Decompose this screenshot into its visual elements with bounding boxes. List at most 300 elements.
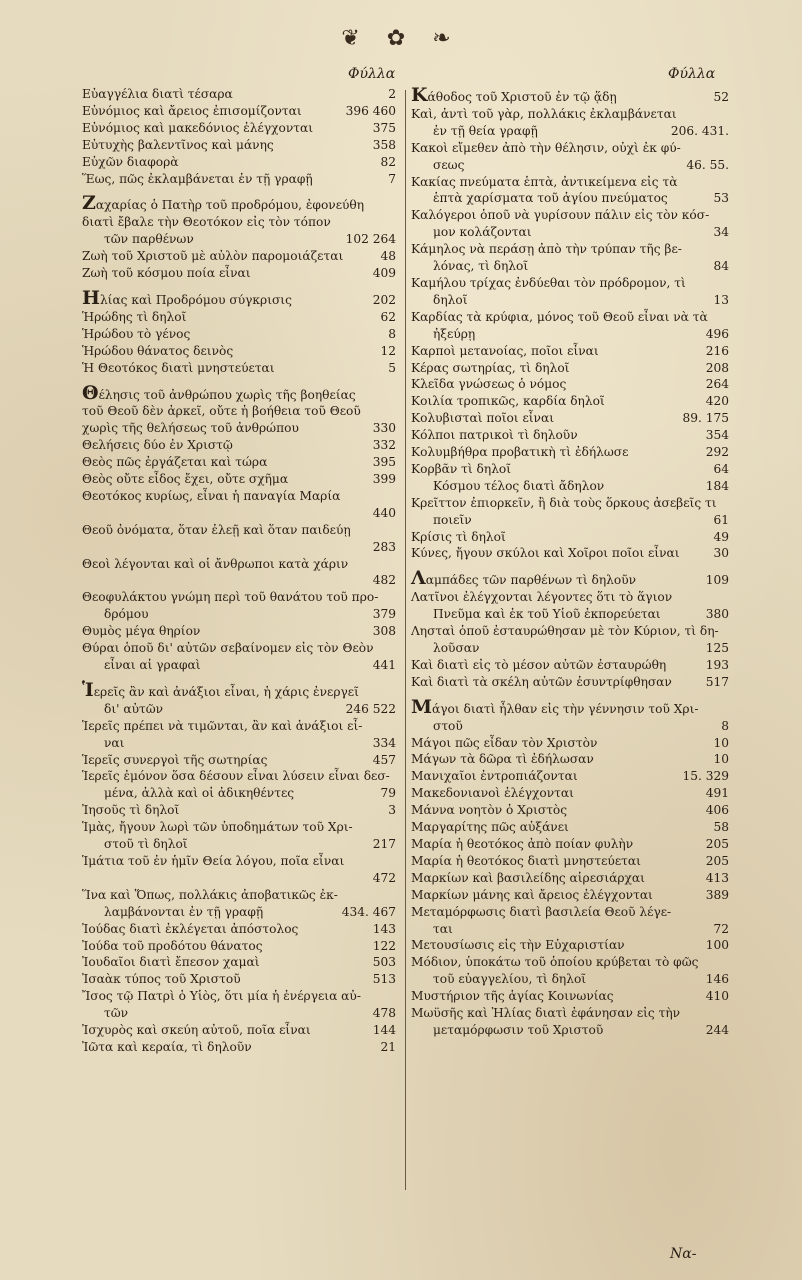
entry-text: Κλεῖδα γνώσεως ὁ νόμος: [411, 377, 567, 392]
entry-page-number: 208: [705, 360, 729, 375]
index-entry: [82, 309, 396, 326]
index-entry: [82, 836, 396, 853]
entry-text: Θεὸς πῶς ἐργάζεται καὶ τώρα: [82, 455, 268, 470]
index-entry: [82, 853, 396, 870]
entry-text: μεταμόρφωσιν τοῦ Χριστοῦ: [433, 1022, 604, 1037]
entry-text: τῶν παρθένων: [104, 232, 194, 247]
index-entry: [82, 802, 396, 819]
index-entry: [82, 657, 396, 674]
index-entry: [82, 904, 396, 921]
entry-page-number: 410: [705, 989, 729, 1004]
index-entry: [411, 360, 729, 377]
entry-page-number: 61: [713, 512, 729, 527]
entry-page-number: 457: [372, 752, 396, 767]
index-entry: [411, 224, 729, 241]
entry-text: Μακεδονιανοὶ ἐλέγχονται: [411, 786, 574, 801]
entry-page-number: 358: [372, 137, 396, 152]
entry-page-number: 34: [713, 225, 729, 240]
index-entry: [411, 887, 729, 904]
index-entry: [82, 752, 396, 769]
entry-text: Κέρας σωτηρίας, τὶ δηλοῖ: [411, 360, 570, 375]
index-entry: [411, 589, 729, 606]
entry-page-number: 517: [705, 674, 729, 689]
entry-text: Ἱερεῖς πρέπει νὰ τιμῶνται, ἂν καὶ ἀνάξιοι εἶ-: [82, 718, 363, 733]
entry-text: Εὐνόμιος καὶ ἄρειος ἐπισομίζονται: [82, 103, 302, 118]
entry-page-number: 216: [705, 343, 729, 358]
index-entry: [411, 937, 729, 954]
entry-text: Καρδίας τὰ κρύφια, μόνος τοῦ Θεοῦ εἶναι νὰ τὰ: [411, 309, 708, 324]
index-entry: [411, 954, 729, 971]
column-divider: [405, 90, 406, 1190]
entry-text: Ἡ Θεοτόκος διατὶ μνηστεύεται: [82, 360, 275, 375]
entry-text: Κορβᾶν τὶ δηλοῖ: [411, 461, 512, 476]
index-entry: [411, 921, 729, 938]
entry-text: εἶναι αἱ γραφαὶ: [104, 658, 201, 672]
entry-page-number: 205: [705, 853, 729, 868]
index-entry: [411, 735, 729, 752]
entry-text: Ἡρώδου θάνατος δεινὸς: [82, 343, 234, 358]
entry-text: λόνας, τὶ δηλοῖ: [433, 259, 529, 274]
entry-page-number: 72: [713, 921, 729, 936]
index-entry: [82, 589, 396, 606]
entry-text: Κακοὶ εἴμεθεν ἀπὸ τὴν θέλησιν, οὐχὶ ἐκ φύ-: [411, 140, 681, 155]
headpiece-ornament: ❦ ✿ ❧: [341, 26, 461, 51]
index-entry: [411, 106, 729, 123]
entry-text: Θύραι ὁποῦ δι' αὐτῶν σεβαίνομεν εἰς τὸν Θεὸν: [82, 641, 374, 656]
index-entry: [411, 640, 729, 657]
index-entry: [411, 785, 729, 802]
entry-text: μένα, ἀλλὰ καὶ οἱ ἀδικηθέντες: [104, 786, 295, 801]
index-entry: [82, 120, 396, 137]
entry-text: στοῦ τὶ δηλοῖ: [104, 837, 188, 852]
entry-text: μον κολάζονται: [433, 225, 532, 240]
entry-text: Κόλποι πατρικοὶ τὶ δηλοῦν: [411, 428, 578, 443]
entry-page-number: 5: [388, 360, 396, 375]
index-entry: [82, 640, 396, 657]
index-entry: [411, 545, 729, 562]
index-entry: [411, 190, 729, 207]
entry-text: Εὐνόμιος καὶ μακεδόνιος ἐλέγχονται: [82, 120, 314, 135]
entry-text: στοῦ: [433, 718, 463, 733]
entry-text: Λησταὶ ὁποῦ ἐσταυρώθησαν μὲ τὸν Κύριον, τὶ δη-: [411, 624, 719, 639]
index-entry: [411, 123, 729, 140]
entry-page-number: 380: [705, 607, 729, 622]
index-entry: [411, 157, 729, 174]
index-entry: [411, 718, 729, 735]
index-entry: [411, 478, 729, 495]
index-entry: [82, 214, 396, 231]
entry-text: Μυστήριον τῆς ἁγίας Κοινωνίας: [411, 989, 614, 1004]
index-entry: [411, 343, 729, 360]
entry-page-number: 482: [372, 573, 396, 588]
entry-text: Εὐχῶν διαφορὰ: [82, 154, 179, 169]
index-entry: [82, 701, 396, 718]
entry-text: Ἰῶτα καὶ κεραία, τὶ δηλοῦν: [82, 1039, 252, 1054]
entry-page-number: 389: [705, 887, 729, 902]
entry-page-number: 13: [713, 292, 729, 307]
entry-text: Ἰησοῦς τὶ δηλοῖ: [82, 803, 180, 818]
entry-page-number: 109: [705, 573, 729, 588]
entry-page-number: 513: [372, 972, 396, 987]
entry-text: Μωϋσῆς καὶ Ἠλίας διατὶ ἐφάνησαν εἰς τὴν: [411, 1006, 681, 1021]
index-entry: [82, 194, 396, 214]
entry-text: Μεταμόρφωσις διατὶ βασιλεία Θεοῦ λέγε-: [411, 904, 672, 919]
index-entry: [411, 427, 729, 444]
index-entry: [411, 275, 729, 292]
entry-page-number: 10: [713, 752, 729, 767]
entry-page-number: 64: [713, 461, 729, 476]
entry-text: Λατῖνοι ἐλέγχονται λέγοντες ὅτι τὸ ἅγιον: [411, 590, 673, 605]
entry-page-number: 491: [705, 786, 729, 801]
entry-text: ἐν τῇ θεία γραφῇ: [433, 123, 538, 138]
index-entry: [411, 768, 729, 785]
entry-page-number: 46. 55.: [686, 157, 729, 172]
entry-page-number: 330: [372, 421, 396, 436]
index-entry: [411, 751, 729, 768]
index-entry: [82, 1022, 396, 1039]
entry-text: Θελήσεις δύο ἐν Χριστῷ: [82, 438, 233, 453]
entry-text: Ζωὴ τοῦ κόσμου ποία εἶναι: [82, 266, 251, 281]
header-left: Φύλλα: [348, 66, 396, 82]
index-entry: [82, 265, 396, 282]
entry-page-number: 434. 467: [341, 904, 396, 919]
index-entry: [82, 938, 396, 955]
index-entry: [411, 1005, 729, 1022]
entry-page-number: 100: [705, 938, 729, 953]
entry-text: Καὶ, ἀντὶ τοῦ γὰρ, πολλάκις ἐκλαμβάνεται: [411, 106, 677, 121]
index-entry: [82, 988, 396, 1005]
entry-page-number: 399: [372, 472, 396, 487]
entry-text: Μάγοι διατὶ ἦλθαν εἰς τὴν γέννησιν τοῦ Χρι-: [411, 695, 699, 718]
entry-text: Μάννα νοητὸν ὁ Χριστὸς: [411, 803, 568, 818]
index-entry: [411, 674, 729, 691]
entry-text: Ηλίας καὶ Προδρόμου σύγκρισις: [82, 286, 292, 309]
index-entry: [82, 437, 396, 454]
entry-text: Ἰσχυρὸς καὶ σκεύη αὐτοῦ, ποῖα εἶναι: [82, 1023, 311, 1038]
entry-text: Θεὸς οὔτε εἶδος ἔχει, οὔτε σχῆμα: [82, 472, 289, 487]
entry-text: Ζωὴ τοῦ Χριστοῦ μὲ αὐλὸν παρομοιάζεται: [82, 249, 344, 264]
index-entry: [82, 785, 396, 802]
entry-text: Θεοτόκος κυρίως, εἶναι ἡ παναγία Μαρία: [82, 488, 341, 503]
entry-page-number: 440: [372, 505, 396, 520]
index-entry: [411, 623, 729, 640]
index-entry: [411, 207, 729, 224]
entry-page-number: 441: [372, 658, 396, 672]
entry-page-number: 308: [372, 624, 396, 639]
index-entry: [411, 393, 729, 410]
entry-text: Ἰσαὰκ τύπος τοῦ Χριστοῦ: [82, 972, 241, 987]
entry-page-number: 21: [380, 1039, 396, 1054]
entry-page-number: 264: [705, 377, 729, 392]
entry-page-number: 332: [372, 438, 396, 453]
entry-page-number: 472: [372, 870, 396, 885]
index-entry: [82, 678, 396, 701]
entry-text: τῶν: [104, 1006, 129, 1021]
entry-page-number: 396 460: [345, 103, 396, 118]
entry-text: τοῦ Θεοῦ δὲν ἀρκεῖ, οὔτε ἡ βοήθεια τοῦ Θεοῦ: [82, 404, 361, 419]
entry-text: Μαρία ἡ θεοτόκος ἀπὸ ποίαν φυλὴν: [411, 836, 634, 851]
index-entry: [411, 870, 729, 887]
entry-text: τοῦ εὐαγγελίου, τὶ δηλοῖ: [433, 972, 587, 987]
entry-text: Κύνες, ἤγουν σκύλοι καὶ Χοῖροι ποῖοι εἶναι: [411, 546, 680, 561]
entry-page-number: 125: [705, 641, 729, 655]
entry-text: Καὶ διατὶ εἰς τὸ μέσον αὐτῶν ἐσταυρώθη: [411, 657, 667, 672]
index-entry: [411, 444, 729, 461]
entry-page-number: 3: [388, 803, 396, 818]
index-entry: [411, 292, 729, 309]
entry-page-number: 217: [372, 837, 396, 852]
index-entry: [411, 241, 729, 258]
entry-page-number: 413: [705, 870, 729, 885]
entry-page-number: 379: [372, 607, 396, 622]
index-entry: [82, 103, 396, 120]
index-entry: [82, 86, 396, 103]
entry-text: Ἱμὰς, ἤγουν λωρὶ τῶν ὑποδημάτων τοῦ Χρι-: [82, 820, 353, 835]
entry-text: ἑπτὰ χαρίσματα τοῦ ἁγίου πνεύματος: [433, 191, 668, 206]
entry-text: Ἰούδα τοῦ προδότου θάνατος: [82, 938, 263, 953]
entry-page-number: 8: [388, 326, 396, 341]
index-entry: [82, 556, 396, 573]
entry-text: Κάθοδος τοῦ Χριστοῦ ἐν τῷ ᾅδῃ: [411, 84, 617, 106]
entry-text: Καὶ διατὶ τὰ σκέλη αὐτῶν ἐσυντρίφθησαν: [411, 674, 672, 689]
entry-text: Θέλησις τοῦ ἀνθρώπου χωρὶς τῆς βοηθείας: [82, 381, 356, 404]
entry-page-number: 503: [372, 955, 396, 970]
entry-page-number: 8: [721, 718, 729, 733]
entry-page-number: 15. 329: [682, 769, 729, 784]
entry-text: λοῦσαν: [433, 641, 480, 655]
index-entry: [411, 802, 729, 819]
entry-page-number: 205: [705, 836, 729, 851]
index-entry: [411, 988, 729, 1005]
entry-page-number: 244: [705, 1022, 729, 1037]
entry-text: Ἵνα καὶ Ὅπως, πολλάκις ἀποβατικῶς ἐκ-: [82, 887, 338, 902]
catchword: Να-: [670, 1246, 697, 1262]
index-entry: [411, 258, 729, 275]
index-entry: [411, 904, 729, 921]
entry-text: Ἕως, πῶς ἐκλαμβάνεται ἐν τῇ γραφῇ: [82, 171, 313, 186]
index-entry: [411, 376, 729, 393]
index-entry: [82, 326, 396, 343]
entry-text: Ἰούδας διατὶ ἐκλέγεται ἀπόστολος: [82, 921, 299, 936]
entry-page-number: 292: [705, 445, 729, 460]
index-entry: [411, 819, 729, 836]
entry-page-number: 102 264: [345, 232, 396, 247]
index-entry: [82, 819, 396, 836]
entry-text: ἠξεύρῃ: [433, 326, 476, 341]
entry-text: Ἰουδαῖοι διατὶ ἔπεσον χαμαὶ: [82, 955, 260, 970]
entry-text: Μαρκίων μάνης καὶ ἄρειος ἐλέγχονται: [411, 887, 653, 902]
entry-text: Μόδιον, ὑποκάτω τοῦ ὁποίου κρύβεται τὸ φῶς: [411, 955, 699, 970]
entry-text: Θεοφυλάκτου γνώμη περὶ τοῦ θανάτου τοῦ προ-: [82, 590, 379, 605]
entry-page-number: 58: [713, 820, 729, 835]
index-entry: [411, 529, 729, 546]
entry-page-number: 53: [713, 191, 729, 206]
entry-page-number: 143: [372, 921, 396, 936]
entry-text: ται: [433, 921, 453, 936]
entry-text: Θυμὸς μέγα θηρίον: [82, 624, 201, 639]
index-entry: [411, 512, 729, 529]
entry-page-number: 30: [713, 546, 729, 561]
index-entry: [82, 954, 396, 971]
index-entry: [411, 461, 729, 478]
entry-text: Μανιχαῖοι ἐντροπιάζονται: [411, 769, 578, 784]
index-entry: [82, 718, 396, 735]
entry-page-number: 334: [372, 735, 396, 750]
entry-page-number: 395: [372, 455, 396, 470]
index-entry: [82, 343, 396, 360]
entry-text: Καλόγεροι ὁποῦ νὰ γυρίσουν πάλιν εἰς τὸν κόσ-: [411, 208, 710, 223]
index-entry: [82, 1039, 396, 1056]
entry-page-number: 122: [372, 938, 396, 953]
entry-page-number: 146: [705, 972, 729, 987]
entry-text: Ἡρώδου τὸ γένος: [82, 326, 191, 341]
index-entry: [82, 471, 396, 488]
index-entry: [82, 488, 396, 505]
entry-page-number: 48: [380, 249, 396, 264]
entry-text: Κόσμου τέλος διατὶ ἄδηλον: [433, 478, 605, 493]
entry-page-number: 193: [705, 657, 729, 672]
index-entry: [411, 174, 729, 191]
entry-text: Κρεῖττον ἐπιορκεῖν, ἢ διὰ τοὺς ὅρκους ἀσεβεῖς τι: [411, 495, 717, 510]
index-entry: [82, 137, 396, 154]
entry-text: Θεοὶ λέγονται καὶ οἱ ἄνθρωποι κατὰ χάριν: [82, 556, 349, 571]
entry-text: Κάμηλος νὰ περάσῃ ἀπὸ τὴν τρύπαν τῆς βε-: [411, 242, 682, 257]
entry-text: Μετουσίωσις εἰς τὴν Εὐχαριστίαν: [411, 938, 625, 953]
entry-text: Εὐαγγέλια διατὶ τέσαρα: [82, 87, 233, 101]
index-entry: [82, 735, 396, 752]
index-entry: [82, 921, 396, 938]
index-entry: [82, 1005, 396, 1022]
entry-page-number: 2: [388, 87, 396, 101]
entry-text: διατὶ ἔβαλε τὴν Θεοτόκον εἰς τὸν τόπον: [82, 215, 331, 230]
index-entry: [411, 853, 729, 870]
entry-page-number: 52: [713, 90, 729, 104]
index-entry: [411, 971, 729, 988]
entry-text: Καμήλου τρίχας ἐνδύεθαι τὸν πρόδρομον, τὶ: [411, 275, 686, 290]
entry-text: δηλοῖ: [433, 292, 468, 307]
index-entry: [411, 695, 729, 718]
entry-text: ποιεῖν: [433, 512, 472, 527]
entry-text: Μάγων τὰ δῶρα τὶ ἐδήλωσαν: [411, 752, 594, 767]
index-column-left: [82, 86, 396, 1056]
index-entry: [411, 140, 729, 157]
entry-page-number: 82: [380, 154, 396, 169]
entry-text: Κρίσις τὶ δηλοῖ: [411, 529, 506, 544]
index-entry: [411, 606, 729, 623]
index-entry: [82, 606, 396, 623]
entry-text: Πνεῦμα καὶ ἐκ τοῦ Υἱοῦ ἐκπορεύεται: [433, 607, 661, 622]
entry-text: Ἴσος τῷ Πατρὶ ὁ Υἱὸς, ὅτι μία ἡ ἐνέργεια αὐ-: [82, 989, 361, 1004]
index-entry: [411, 657, 729, 674]
index-entry: [82, 870, 396, 887]
index-entry: [82, 360, 396, 377]
entry-page-number: 283: [372, 539, 396, 554]
index-entry: [82, 971, 396, 988]
index-entry: [411, 569, 729, 589]
index-entry: [411, 1022, 729, 1039]
entry-page-number: 496: [705, 326, 729, 341]
entry-page-number: 84: [713, 259, 729, 274]
index-entry: [82, 768, 396, 785]
index-entry: [82, 623, 396, 640]
entry-text: Κακίας πνεύματα ἑπτὰ, ἀντικείμενα εἰς τὰ: [411, 174, 678, 189]
entry-text: Ἱερεῖς ἂν καὶ ἀνάξιοι εἶναι, ἡ χάρις ἐνεργεῖ: [82, 678, 359, 701]
entry-text: Ἱμάτια τοῦ ἐν ἡμῖν Θεία λόγου, ποῖα εἶναι: [82, 853, 345, 868]
entry-text: Καρποὶ μετανοίας, ποῖοι εἶναι: [411, 343, 599, 358]
entry-text: Ἱερεῖς ἐμόνον ὅσα δέσουν εἶναι λύσειν εἶναι δεσ-: [82, 769, 390, 784]
index-entry: [82, 154, 396, 171]
entry-page-number: 144: [372, 1023, 396, 1038]
entry-text: Εὐτυχὴς βαλεντῖνος καὶ μάνης: [82, 137, 274, 152]
entry-page-number: 206. 431.: [670, 123, 729, 138]
entry-text: Μαρία ἡ θεοτόκος διατὶ μνηστεύεται: [411, 853, 641, 868]
entry-text: χωρὶς τῆς θελήσεως τοῦ ἀνθρώπου: [82, 421, 299, 436]
entry-page-number: 89. 175: [682, 411, 729, 426]
index-entry: [82, 171, 396, 188]
index-entry: [82, 887, 396, 904]
entry-text: ναι: [104, 735, 125, 750]
index-column-right: [411, 86, 729, 1039]
index-entry: [411, 410, 729, 427]
entry-page-number: 375: [372, 120, 396, 135]
entry-page-number: 246 522: [345, 701, 396, 716]
index-entry: [411, 326, 729, 343]
index-entry: [411, 309, 729, 326]
entry-text: Ἡρώδης τὶ δηλοῖ: [82, 309, 187, 324]
entry-page-number: 409: [372, 266, 396, 281]
header-right: Φύλλα: [668, 66, 716, 82]
entry-text: Κολυβισταὶ ποῖοι εἶναι: [411, 411, 554, 426]
index-entry: [82, 231, 396, 248]
entry-text: σεως: [433, 157, 465, 172]
entry-text: Ζαχαρίας ὁ Πατὴρ τοῦ προδρόμου, ἐφονεύθη: [82, 192, 365, 215]
entry-text: δρόμου: [104, 607, 149, 622]
entry-page-number: 478: [372, 1006, 396, 1021]
index-entry: [82, 454, 396, 471]
entry-text: Μαργαρίτης πῶς αὐξάνει: [411, 820, 569, 835]
entry-text: Μαρκίων καὶ βασιλείδης αἱρεσιάρχαι: [411, 870, 645, 885]
entry-page-number: 420: [705, 394, 729, 409]
entry-page-number: 406: [705, 803, 729, 818]
index-entry: [82, 286, 396, 309]
index-entry: [82, 539, 396, 556]
entry-page-number: 184: [705, 478, 729, 493]
entry-text: Λαμπάδες τῶν παρθένων τὶ δηλοῦν: [411, 567, 637, 590]
entry-text: Κολυμβήθρα προβατικὴ τὶ ἐδήλωσε: [411, 445, 629, 460]
index-entry: [82, 403, 396, 420]
index-entry: [82, 248, 396, 265]
index-entry: [82, 420, 396, 437]
index-entry: [82, 522, 396, 539]
entry-page-number: 49: [713, 529, 729, 544]
entry-text: δι' αὐτῶν: [104, 701, 164, 716]
entry-text: Κοιλία τροπικῶς, καρδία δηλοῖ: [411, 394, 605, 409]
index-entry: [411, 495, 729, 512]
index-entry: [411, 86, 729, 106]
entry-text: Θεοῦ ὀνόματα, ὅταν ἐλεῇ καὶ ὅταν παιδεύῃ: [82, 522, 351, 537]
entry-page-number: 79: [380, 786, 396, 801]
index-entry: [82, 381, 396, 404]
entry-page-number: 202: [372, 292, 396, 307]
entry-page-number: 62: [380, 309, 396, 324]
entry-page-number: 354: [705, 428, 729, 443]
entry-page-number: 12: [380, 343, 396, 358]
entry-page-number: 7: [388, 171, 396, 186]
entry-text: Μάγοι πῶς εἶδαν τὸν Χριστὸν: [411, 735, 598, 750]
index-entry: [411, 836, 729, 853]
index-entry: [82, 572, 396, 589]
index-entry: [82, 505, 396, 522]
